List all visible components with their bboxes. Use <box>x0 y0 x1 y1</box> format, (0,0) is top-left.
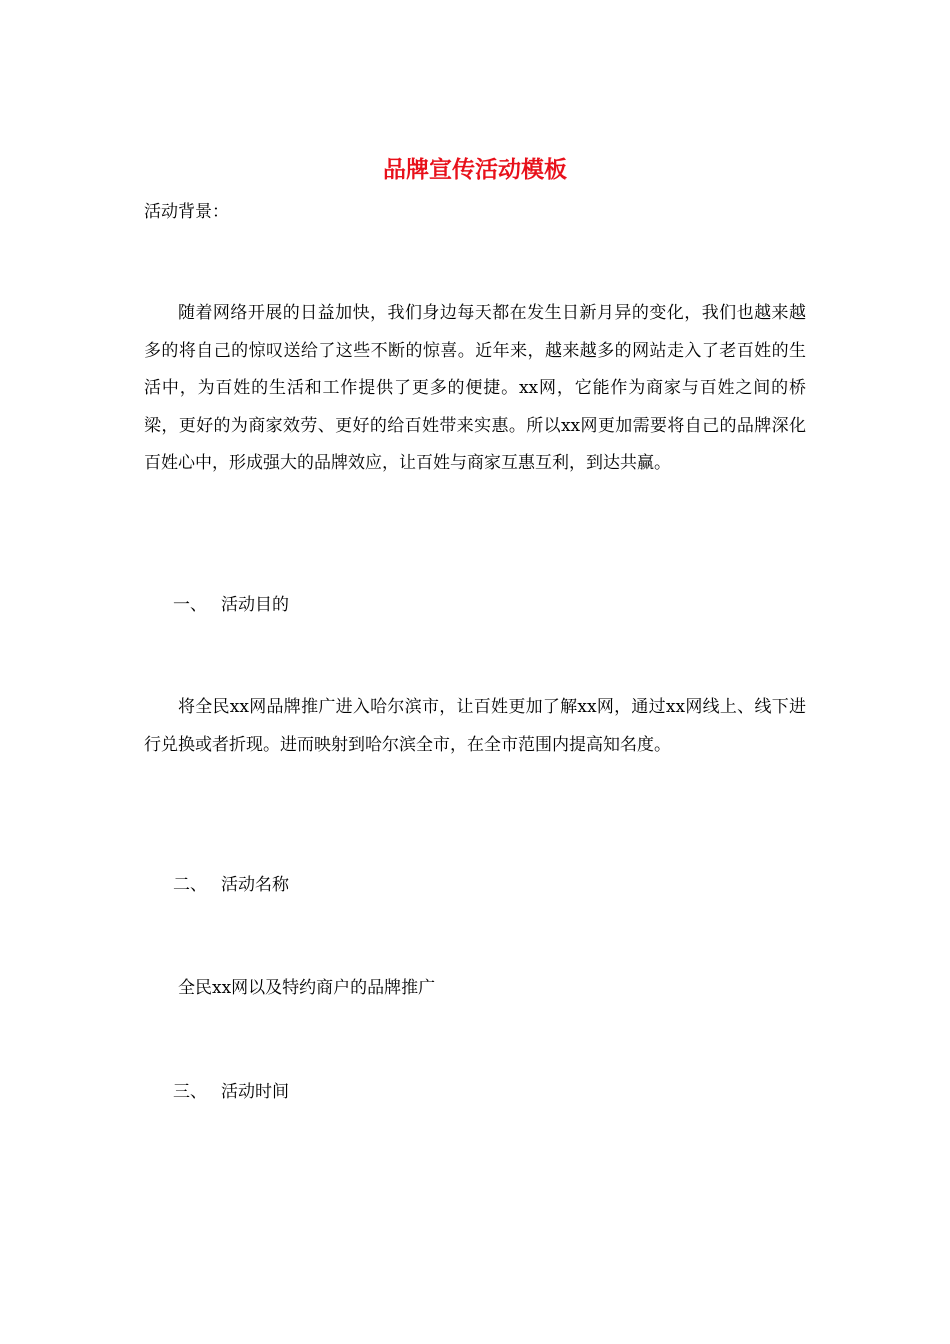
background-paragraph: 随着网络开展的日益加快，我们身边每天都在发生日新月异的变化，我们也越来越多的将自己的惊叹送给了这些不断的惊喜。近年来，越来越多的网站走入了老百姓的生活中，为百姓的生活和工作提供了更多的便捷。xx网，它能作为商家与百姓之间的桥梁，更好的为商家效劳、更好的给百姓带来实惠。所以xx网更加需要将自己的品牌深化百姓心中，形成强大的品牌效应，让百姓与商家互惠互利，到达共赢。 <box>144 303 806 473</box>
background-label: 活动背景： <box>144 202 229 222</box>
purpose-paragraph: 将全民xx网品牌推广进入哈尔滨市，让百姓更加了解xx网，通过xx网线上、线下进行兑换或者折现。进而映射到哈尔滨全市，在全市范围内提高知名度。 <box>144 697 806 755</box>
section-number: 三、 <box>173 1082 207 1102</box>
section-number: 二、 <box>173 875 207 895</box>
section-title: 活动名称 <box>221 875 289 895</box>
section-title: 活动时间 <box>221 1082 289 1102</box>
section-number: 一、 <box>173 595 207 615</box>
section-heading-time <box>173 1078 289 1106</box>
section-heading-purpose <box>173 591 289 619</box>
section-heading-name <box>173 871 289 899</box>
document-title: 品牌宣传活动模板 <box>383 156 567 183</box>
name-paragraph: 全民xx网以及特约商户的品牌推广 <box>178 978 436 998</box>
section-title: 活动目的 <box>221 595 289 615</box>
